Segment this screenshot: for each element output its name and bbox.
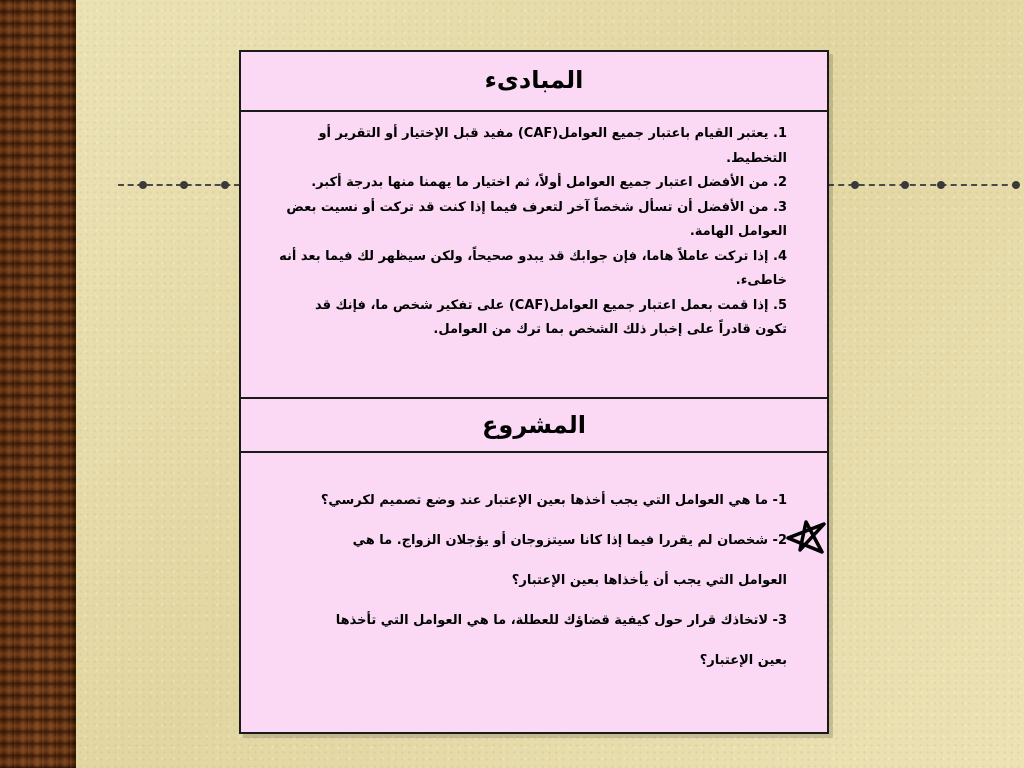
principle-item: 2. من الأفضل اعتبار جميع العوامل أولاً، ثم اختيار ما يهمنا منها بدرجة أكبر. <box>311 175 787 190</box>
project-question-item: 3- لاتخاذك قرار حول كيفية قضاؤك للعطلة، ما هي العوامل التي تأخذها بعين الإعتبار؟ <box>335 613 787 668</box>
wood-border-strip <box>0 0 76 768</box>
principle-item: 4. إذا تركت عاملاً هاما، فإن جوابك قد يبدو صحيحاً، ولكن سيظهر لك فيما بعد أنه خاطىء. <box>279 248 787 288</box>
project-header-cell <box>241 399 827 453</box>
principle-item: 1. يعتبر القيام باعتبار جميع العوامل(CAF) مفيد قبل الإختيار أو التقرير أو التخطيط. <box>318 126 787 166</box>
content-table <box>239 50 829 734</box>
project-body-cell <box>241 453 827 732</box>
principles-header-cell <box>241 52 827 112</box>
decorative-dot <box>937 181 945 189</box>
principles-title: المبادىء <box>484 66 584 94</box>
project-question-item: 2- شخصان لم يقررا فيما إذا كانا سيتزوجان أو يؤجلان الزواج. ما هي العوامل التي يجب أن يأخذاها بعين الإعتبار؟ <box>352 533 787 588</box>
decorative-dot <box>139 181 147 189</box>
project-questions-list <box>241 453 827 681</box>
project-question-item: 1- ما هي العوامل التي يجب أخذها بعين الإعتبار عند وضع تصميم لكرسي؟ <box>320 493 787 508</box>
decorative-dot <box>221 181 229 189</box>
decorative-dot <box>1012 181 1020 189</box>
principle-item: 5. إذا قمت بعمل اعتبار جميع العوامل(CAF) على تفكير شخص ما، فإنك قد تكون قادراً على إخبار ذلك الشخص بما ترك من العوامل. <box>315 297 787 337</box>
decorative-dot <box>851 181 859 189</box>
decorative-dot <box>180 181 188 189</box>
principles-body-cell <box>241 112 827 399</box>
star-icon <box>786 520 826 556</box>
principles-list <box>241 112 827 343</box>
decorative-dot <box>901 181 909 189</box>
principle-item: 3. من الأفضل أن تسأل شخصاً آخر لتعرف فيما إذا كنت قد تركت أو نسيت بعض العوامل الهامة. <box>286 199 787 239</box>
project-title: المشروع <box>482 411 586 439</box>
